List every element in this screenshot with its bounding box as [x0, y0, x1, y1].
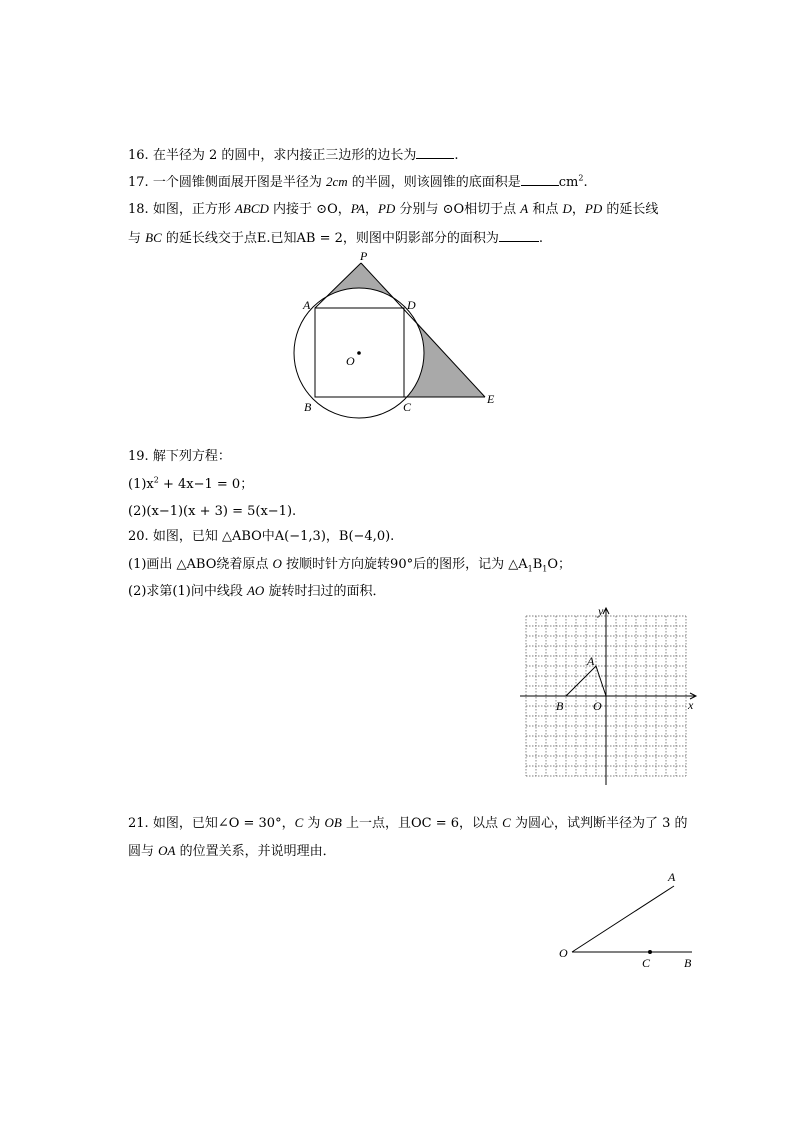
angle-figure [555, 865, 705, 975]
label-p: P [360, 249, 368, 263]
label-b: B [556, 699, 564, 713]
label-c: C [642, 956, 651, 970]
circle-square-figure [280, 245, 510, 425]
question-20-part1: (1)画出 △ABO绕着原点 O 按顺时针方向旋转90°后的图形，记为 $\triangle A_1B_1O$； [128, 556, 572, 574]
question-16: 16. 在半径为 2 的圆中，求内接正三边形的边长为 . [128, 148, 459, 163]
question-16-text: 在半径为 2 的圆中，求内接正三边形的边长为 [152, 148, 417, 163]
point-c [648, 950, 652, 954]
equation-1: $(1)x^2 + 4x-1 = 0$； [128, 475, 254, 492]
label-d: D [407, 298, 416, 312]
equation-2: (2)(x−1)(x + 3) = 5(x−1). [128, 504, 297, 519]
label-a: A [587, 654, 595, 668]
label-c: C [403, 400, 412, 414]
label-o: O [346, 354, 355, 368]
question-17: 17. 一个圆锥侧面展开图是半径为 2cm 的半圆，则该圆锥的底面积是 $cm^2$. [128, 173, 588, 190]
ray-oa [572, 886, 674, 952]
question-20-part2: (2)求第(1)问中线段 AO 旋转时扫过的面积． [128, 583, 386, 599]
label-a: A [668, 870, 676, 884]
label-a: A [303, 298, 311, 312]
coordinate-grid-figure [515, 603, 705, 793]
label-o: O [559, 946, 568, 960]
question-18-line2: 与 BC 的延长线交于点E.已知AB = 2，则图中阴影部分的面积为 . [128, 230, 544, 246]
question-20: 20. 如图，已知 △ABO中A(−1,3)，B(−4,0). [128, 529, 395, 544]
question-19: 19. 解下列方程： [128, 449, 231, 464]
answer-blank[interactable] [416, 146, 454, 159]
label-x: x [688, 698, 694, 712]
answer-blank[interactable] [521, 173, 559, 186]
label-b: B [684, 956, 692, 970]
label-b: B [304, 400, 312, 414]
question-21-line2: 圆与 OA 的位置关系，并说明理由． [128, 843, 336, 859]
question-21-line1: 21. 如图，已知∠O = 30°，C 为 OB 上一点，且OC = 6，以点 C 为圆心，试判断半径为了 3 的 [128, 815, 688, 831]
answer-blank[interactable] [499, 229, 539, 242]
label-o: O [593, 699, 602, 713]
question-18-line1: 18. 如图，正方形 ABCD 内接于 ⊙O，PA，PD 分别与 ⊙O相切于点 A 和点 D，PD 的延长线 [128, 201, 659, 217]
label-y: y [598, 604, 604, 618]
center-dot [357, 351, 361, 355]
label-e: E [487, 392, 495, 406]
